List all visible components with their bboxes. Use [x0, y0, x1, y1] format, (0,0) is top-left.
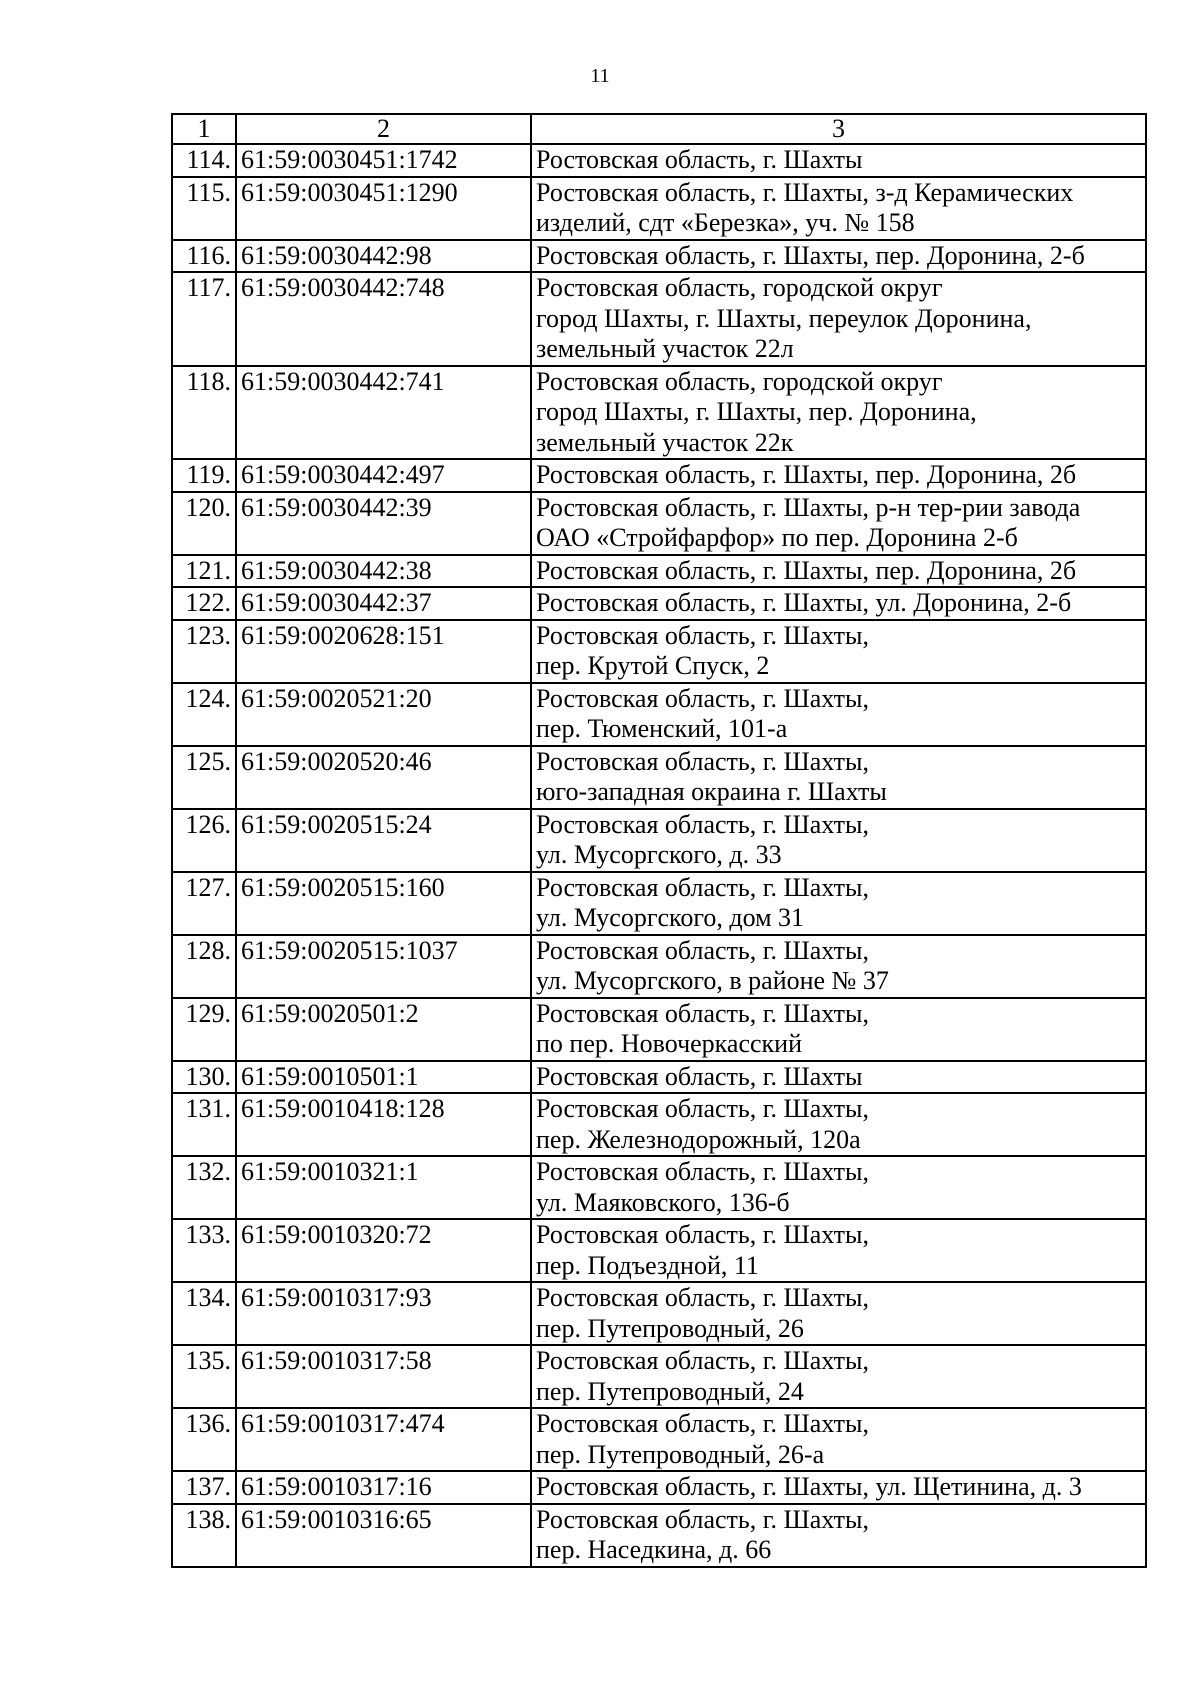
cadastral-number: 61:59:0030451:1742 — [236, 144, 531, 177]
address-cell — [531, 872, 1146, 935]
address-line: Ростовская область, г. Шахты, — [536, 809, 869, 839]
address-line: Ростовская область, г. Шахты, — [536, 1346, 869, 1375]
row-number: 138. — [172, 1504, 236, 1567]
address-line: Ростовская область, г. Шахты, — [536, 1409, 869, 1438]
address-line: Ростовская область, г. Шахты, — [536, 998, 869, 1028]
address-line: ул. Мусоргского, дом 31 — [536, 903, 805, 932]
address-line: пер. Путепроводный, 26 — [536, 1313, 804, 1343]
address-line: Ростовская область, городской округ — [536, 366, 943, 396]
cadastral-number: 61:59:0010501:1 — [236, 1061, 531, 1094]
table-row — [172, 1282, 1146, 1345]
row-number: 137. — [172, 1471, 236, 1504]
address-line: Ростовская область, г. Шахты, — [536, 683, 869, 713]
table-row — [172, 1345, 1146, 1408]
cadastral-number: 61:59:0030442:37 — [236, 587, 531, 620]
row-number: 118. — [172, 366, 236, 460]
table-row — [172, 935, 1146, 998]
table-row — [172, 1471, 1146, 1504]
address-line: Ростовская область, г. Шахты — [536, 145, 863, 174]
table-row — [172, 1219, 1146, 1282]
cadastral-number: 61:59:0030442:497 — [236, 459, 531, 492]
row-number: 126. — [172, 809, 236, 872]
cadastral-number: 61:59:0010321:1 — [236, 1156, 531, 1219]
address-cell — [531, 1471, 1146, 1504]
address-line: город Шахты, г. Шахты, пер. Доронина, — [536, 397, 977, 426]
table-row — [172, 872, 1146, 935]
table-row — [172, 492, 1146, 555]
cadastral-number: 61:59:0020521:20 — [236, 683, 531, 746]
address-line: земельный участок 22л — [536, 334, 794, 363]
row-number: 129. — [172, 998, 236, 1061]
address-line: Ростовская область, г. Шахты — [536, 1061, 863, 1091]
address-cell — [531, 177, 1146, 240]
row-number: 135. — [172, 1345, 236, 1408]
cadastral-number: 61:59:0020520:46 — [236, 746, 531, 809]
address-cell — [531, 998, 1146, 1061]
table-row — [172, 1156, 1146, 1219]
table-row — [172, 366, 1146, 460]
address-line: пер. Путепроводный, 26-а — [536, 1439, 825, 1469]
row-number: 121. — [172, 555, 236, 588]
table-row — [172, 1504, 1146, 1567]
address-cell — [531, 1408, 1146, 1471]
address-cell — [531, 366, 1146, 460]
cadastral-number: 61:59:0010316:65 — [236, 1504, 531, 1567]
table-row — [172, 998, 1146, 1061]
table-header-row — [172, 114, 1146, 144]
table-row — [172, 1061, 1146, 1094]
address-cell — [531, 1061, 1146, 1094]
address-cell — [531, 1345, 1146, 1408]
table-row — [172, 459, 1146, 492]
cadastral-number: 61:59:0020501:2 — [236, 998, 531, 1061]
table-row — [172, 587, 1146, 620]
cadastral-number: 61:59:0020515:160 — [236, 872, 531, 935]
row-number: 120. — [172, 492, 236, 555]
table-row — [172, 1408, 1146, 1471]
address-line: Ростовская область, г. Шахты, ул. Щетинина, д. 3 — [536, 1472, 1082, 1501]
row-number: 117. — [172, 272, 236, 366]
address-cell — [531, 555, 1146, 588]
table-row — [172, 1093, 1146, 1156]
address-cell — [531, 1156, 1146, 1219]
row-number: 114. — [172, 144, 236, 177]
address-cell — [531, 587, 1146, 620]
address-line: Ростовская область, г. Шахты, пер. Доронина, 2-б — [536, 240, 1085, 270]
address-line: Ростовская область, г. Шахты, — [536, 1094, 869, 1123]
address-line: по пер. Новочеркасский — [536, 1029, 803, 1058]
address-line: земельный участок 22к — [536, 427, 794, 457]
address-cell — [531, 620, 1146, 683]
cadastral-number: 61:59:0010317:474 — [236, 1408, 531, 1471]
row-number: 123. — [172, 620, 236, 683]
address-line: изделий, сдт «Березка», уч. № 158 — [536, 208, 915, 237]
address-line: ул. Маяковского, 136-б — [536, 1187, 790, 1217]
address-cell — [531, 746, 1146, 809]
cadastral-number: 61:59:0030442:741 — [236, 366, 531, 460]
column-header-2: 2 — [236, 114, 531, 144]
address-line: пер. Путепроводный, 24 — [536, 1376, 804, 1406]
cadastral-number: 61:59:0030442:38 — [236, 555, 531, 588]
row-number: 128. — [172, 935, 236, 998]
parcel-table — [171, 113, 1147, 1568]
table-row — [172, 809, 1146, 872]
cadastral-number: 61:59:0030442:39 — [236, 492, 531, 555]
address-line: Ростовская область, г. Шахты, пер. Доронина, 2б — [536, 555, 1077, 585]
cadastral-number: 61:59:0020515:24 — [236, 809, 531, 872]
address-line: юго-западная окраина г. Шахты — [536, 777, 887, 806]
address-line: Ростовская область, г. Шахты, — [536, 746, 869, 776]
cadastral-number: 61:59:0030442:98 — [236, 240, 531, 273]
cadastral-number: 61:59:0010317:93 — [236, 1282, 531, 1345]
address-line: Ростовская область, г. Шахты, з-д Керамических — [536, 177, 1074, 207]
address-line: Ростовская область, городской округ — [536, 273, 943, 302]
cadastral-number: 61:59:0010320:72 — [236, 1219, 531, 1282]
address-cell — [531, 240, 1146, 273]
table-row — [172, 144, 1146, 177]
address-line: Ростовская область, г. Шахты, пер. Доронина, 2б — [536, 460, 1077, 489]
address-line: Ростовская область, г. Шахты, — [536, 1504, 869, 1534]
address-line: Ростовская область, г. Шахты, р-н тер-рии завода — [536, 492, 1081, 522]
table-row — [172, 555, 1146, 588]
table-row — [172, 240, 1146, 273]
cadastral-number: 61:59:0020628:151 — [236, 620, 531, 683]
address-line: пер. Тюменский, 101-а — [536, 714, 788, 743]
cadastral-number: 61:59:0010317:58 — [236, 1345, 531, 1408]
row-number: 127. — [172, 872, 236, 935]
page-number: 11 — [590, 65, 610, 87]
address-line: пер. Железнодорожный, 120а — [536, 1124, 861, 1154]
row-number: 125. — [172, 746, 236, 809]
row-number: 119. — [172, 459, 236, 492]
address-line: Ростовская область, г. Шахты, — [536, 935, 869, 965]
address-line: ул. Мусоргского, д. 33 — [536, 840, 782, 869]
row-number: 116. — [172, 240, 236, 273]
cadastral-number: 61:59:0020515:1037 — [236, 935, 531, 998]
cadastral-number: 61:59:0030442:748 — [236, 272, 531, 366]
address-line: Ростовская область, г. Шахты, — [536, 1283, 869, 1312]
address-line: Ростовская область, г. Шахты, — [536, 620, 869, 650]
address-cell — [531, 459, 1146, 492]
address-cell — [531, 492, 1146, 555]
column-header-1: 1 — [172, 114, 236, 144]
table-row — [172, 746, 1146, 809]
cadastral-number: 61:59:0010317:16 — [236, 1471, 531, 1504]
address-line: пер. Подъездной, 11 — [536, 1250, 759, 1280]
table-row — [172, 620, 1146, 683]
cadastral-number: 61:59:0030451:1290 — [236, 177, 531, 240]
row-number: 133. — [172, 1219, 236, 1282]
address-cell — [531, 935, 1146, 998]
table-row — [172, 272, 1146, 366]
row-number: 131. — [172, 1093, 236, 1156]
address-line: Ростовская область, г. Шахты, — [536, 1220, 869, 1249]
address-line: ул. Мусоргского, в районе № 37 — [536, 966, 889, 995]
row-number: 134. — [172, 1282, 236, 1345]
column-header-3: 3 — [531, 114, 1146, 144]
address-line: пер. Наседкина, д. 66 — [536, 1535, 772, 1564]
address-cell — [531, 1093, 1146, 1156]
address-cell — [531, 683, 1146, 746]
address-line: город Шахты, г. Шахты, переулок Доронина, — [536, 303, 1032, 333]
row-number: 130. — [172, 1061, 236, 1094]
address-cell — [531, 144, 1146, 177]
address-line: Ростовская область, г. Шахты, — [536, 872, 869, 902]
address-line: Ростовская область, г. Шахты, ул. Доронина, 2-б — [536, 588, 1072, 617]
row-number: 136. — [172, 1408, 236, 1471]
row-number: 115. — [172, 177, 236, 240]
address-cell — [531, 1282, 1146, 1345]
address-line: ОАО «Стройфарфор» по пер. Доронина 2-б — [536, 523, 1018, 552]
table-row — [172, 683, 1146, 746]
table-body — [172, 144, 1146, 1567]
cadastral-number: 61:59:0010418:128 — [236, 1093, 531, 1156]
row-number: 132. — [172, 1156, 236, 1219]
address-cell — [531, 809, 1146, 872]
row-number: 122. — [172, 587, 236, 620]
address-cell — [531, 1219, 1146, 1282]
table-row — [172, 177, 1146, 240]
address-line: пер. Крутой Спуск, 2 — [536, 651, 770, 680]
address-line: Ростовская область, г. Шахты, — [536, 1157, 869, 1186]
address-cell — [531, 272, 1146, 366]
address-cell — [531, 1504, 1146, 1567]
row-number: 124. — [172, 683, 236, 746]
